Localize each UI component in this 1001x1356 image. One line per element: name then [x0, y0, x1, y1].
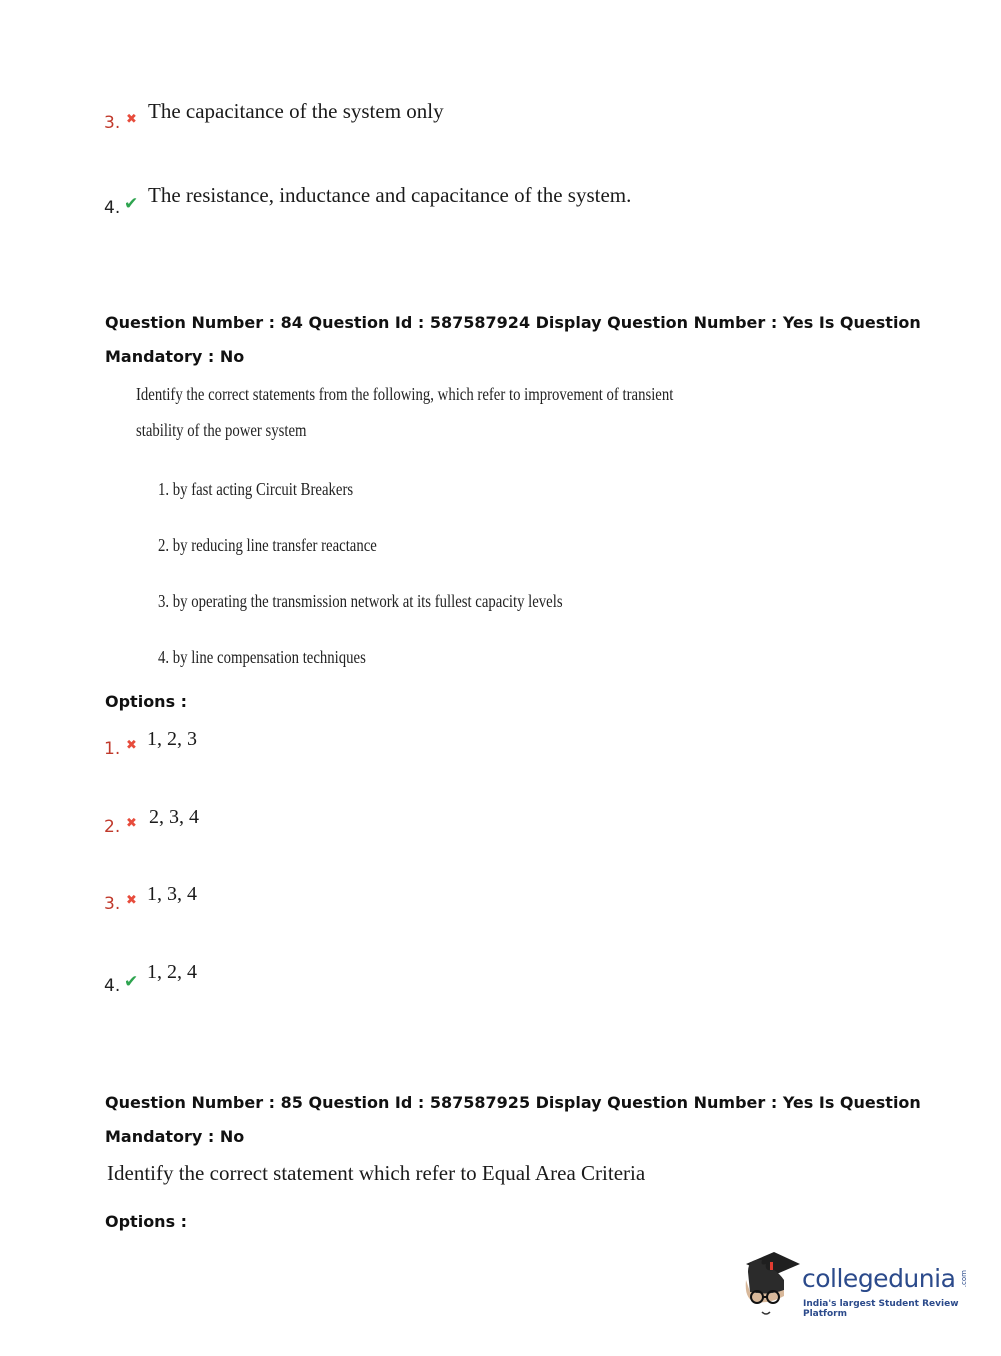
cross-icon: ✖ [126, 893, 137, 908]
option-number: 2. [104, 817, 121, 837]
q84-option-1 [104, 728, 304, 762]
question-85-stem: Identify the correct statement which refer to Equal Area Criteria [107, 1161, 646, 1185]
statement-item: 4. by line compensation techniques [158, 647, 366, 667]
logo-suffix: .com [960, 1270, 968, 1288]
question-84-stem-line-1: Identify the correct statements from the following, which refer to improvement of transient [136, 384, 674, 404]
option-text: The resistance, inductance and capacitance of the system. [148, 183, 632, 207]
q84-option-3 [104, 883, 304, 917]
option-text: 2, 3, 4 [149, 806, 199, 828]
logo-tagline: India's largest Student Review Platform [803, 1299, 959, 1319]
cross-icon: ✖ [126, 738, 137, 753]
question-meta-line: Question Number : 85 Question Id : 587587925 Display Question Number : Yes Is Question [105, 1093, 921, 1112]
options-label: Options : [105, 692, 188, 711]
option-text: 1, 3, 4 [147, 883, 197, 905]
q84-option-4 [104, 961, 304, 997]
question-meta-line: Mandatory : No [105, 1127, 245, 1146]
option-number: 1. [104, 739, 121, 759]
cross-icon: ✖ [126, 112, 137, 127]
option-text: 1, 2, 4 [147, 961, 197, 983]
question-meta-line: Question Number : 84 Question Id : 587587924 Display Question Number : Yes Is Question [105, 313, 921, 332]
option-text: The capacitance of the system only [148, 99, 444, 123]
option-text: 1, 2, 3 [147, 728, 197, 750]
cross-icon: ✖ [126, 816, 137, 831]
graduate-mascot-icon [740, 1250, 802, 1318]
statement-item: 2. by reducing line transfer reactance [158, 535, 377, 555]
q84-option-2 [104, 806, 304, 840]
prev-option-4 [104, 182, 804, 218]
option-number: 3. [104, 894, 121, 914]
question-85-meta [105, 1093, 921, 1146]
question-meta-line: Mandatory : No [105, 347, 245, 366]
option-number: 4. [104, 198, 121, 218]
check-icon: ✔ [124, 972, 139, 992]
statement-item: 1. by fast acting Circuit Breakers [158, 479, 354, 499]
question-84-stem-line-2: stability of the power system [136, 420, 307, 440]
statement-item: 3. by operating the transmission network at its fullest capacity levels [158, 591, 563, 611]
option-number: 4. [104, 976, 121, 996]
check-icon: ✔ [124, 194, 139, 214]
options-label: Options : [105, 1212, 188, 1231]
option-number: 3. [104, 113, 121, 133]
question-84-meta [105, 313, 921, 366]
collegedunia-logo[interactable] [740, 1250, 975, 1320]
logo-brand-text: collegedunia [802, 1264, 956, 1293]
prev-option-3 [104, 98, 704, 134]
